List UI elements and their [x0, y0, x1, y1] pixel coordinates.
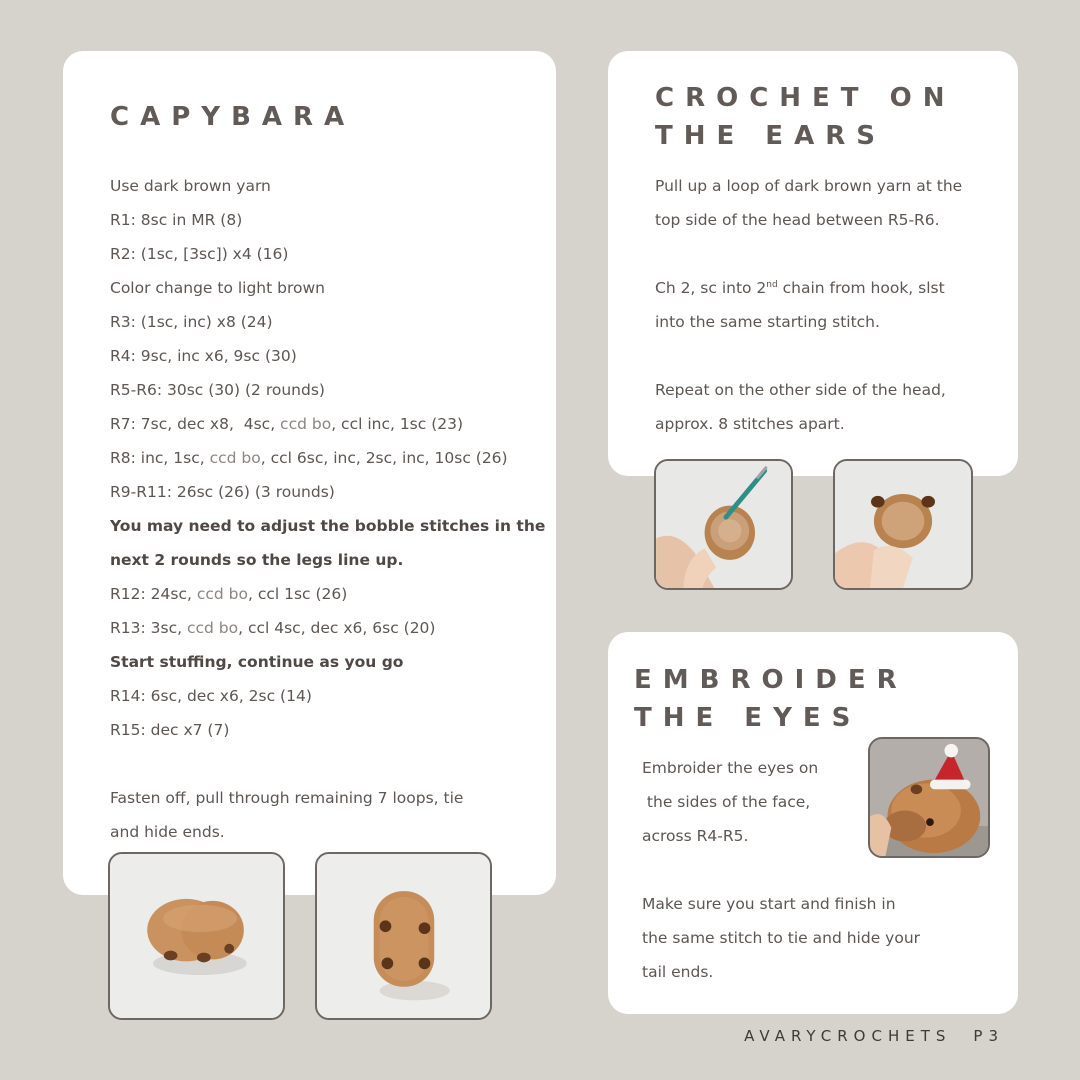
pattern-row: and hide ends. [110, 823, 225, 841]
ordinal-suffix: nd [766, 279, 778, 290]
instruction-line: approx. 8 stitches apart. [655, 415, 845, 433]
pattern-title: CAPYBARA [110, 102, 356, 132]
instruction-line: tail ends. [642, 963, 714, 981]
pattern-text: , ccl 6sc, inc, 2sc, inc, 10sc (26) [260, 449, 508, 467]
pattern-row [110, 407, 545, 441]
blank-line [110, 747, 545, 781]
pattern-row: R3: (1sc, inc) x8 (24) [110, 313, 273, 331]
instruction-line: the sides of the face, [642, 793, 811, 811]
pattern-row: R1: 8sc in MR (8) [110, 211, 243, 229]
ears-instructions [655, 169, 962, 441]
pattern-instructions [110, 169, 545, 849]
ears-title: CROCHET ON THE EARS [655, 83, 956, 151]
pattern-text: , ccl 4sc, dec x6, 6sc (20) [238, 619, 436, 637]
instruction-text: Ch 2, sc into 2 [655, 279, 767, 297]
plush-side-illustration [110, 854, 283, 1018]
instruction-line: into the same starting stitch. [655, 313, 880, 331]
color-change-note: ccd bo [186, 619, 239, 637]
instruction-line: Make sure you start and finish in [642, 895, 896, 913]
pattern-row: R5-R6: 30sc (30) (2 rounds) [110, 381, 325, 399]
instruction-line: Pull up a loop of dark brown yarn at the [655, 177, 963, 195]
pattern-text: R13: 3sc, [110, 619, 187, 637]
eyes-title: EMBROIDER THE EYES [634, 665, 908, 733]
pattern-text: , ccl 1sc (26) [247, 585, 348, 603]
pattern-row: R15: dec x7 (7) [110, 721, 230, 739]
capybara-body-side-photo [108, 852, 285, 1020]
pattern-row: Use dark brown yarn [110, 177, 271, 195]
finished-capybara-photo [868, 737, 990, 858]
capybara-santa-hat-illustration [870, 739, 988, 856]
blank-line [655, 237, 962, 271]
plush-bottom-illustration [317, 854, 490, 1018]
instruction-line: Repeat on the other side of the head, [655, 381, 946, 399]
color-change-note: ccd bo [209, 449, 261, 467]
color-change-note: ccd bo [196, 585, 248, 603]
page-number: P3 [973, 1027, 1004, 1045]
pattern-row: R9-R11: 26sc (26) (3 rounds) [110, 483, 335, 501]
blank-line [642, 853, 920, 887]
instruction-text: chain from hook, slst [777, 279, 945, 297]
pattern-note: next 2 rounds so the legs line up. [110, 551, 404, 569]
head-with-ears-illustration [835, 461, 971, 588]
blank-line [655, 339, 962, 373]
pattern-row: R14: 6sc, dec x6, 2sc (14) [110, 687, 312, 705]
brand-name: AVARYCROCHETS [744, 1027, 952, 1045]
pattern-note: You may need to adjust the bobble stitches in the [110, 517, 546, 535]
pattern-card [63, 51, 556, 895]
instruction-line [655, 271, 962, 305]
ears-done-photo [833, 459, 973, 590]
ears-card [608, 51, 1018, 476]
ears-step-hook-photo [654, 459, 793, 590]
pattern-row: R4: 9sc, inc x6, 9sc (30) [110, 347, 297, 365]
pattern-row: Color change to light brown [110, 279, 325, 297]
instruction-line: Embroider the eyes on [642, 759, 819, 777]
color-change-note: ccd bo [280, 415, 332, 433]
pattern-note: Start stuffing, continue as you go [110, 653, 404, 671]
pattern-text: R12: 24sc, [110, 585, 197, 603]
pattern-row [110, 441, 545, 475]
page-footer [744, 1027, 1004, 1045]
pattern-text: , ccl inc, 1sc (23) [331, 415, 464, 433]
capybara-body-bottom-photo [315, 852, 492, 1020]
pattern-row: Fasten off, pull through remaining 7 loops, tie [110, 789, 464, 807]
hook-in-head-illustration [656, 461, 791, 588]
instruction-line: top side of the head between R5-R6. [655, 211, 940, 229]
pattern-row: R2: (1sc, [3sc]) x4 (16) [110, 245, 289, 263]
pattern-text: R7: 7sc, dec x8, 4sc, [110, 415, 281, 433]
pattern-row [110, 611, 545, 645]
instruction-line: across R4-R5. [642, 827, 749, 845]
pattern-text: R8: inc, 1sc, [110, 449, 210, 467]
pattern-row [110, 577, 545, 611]
instruction-line: the same stitch to tie and hide your [642, 929, 921, 947]
